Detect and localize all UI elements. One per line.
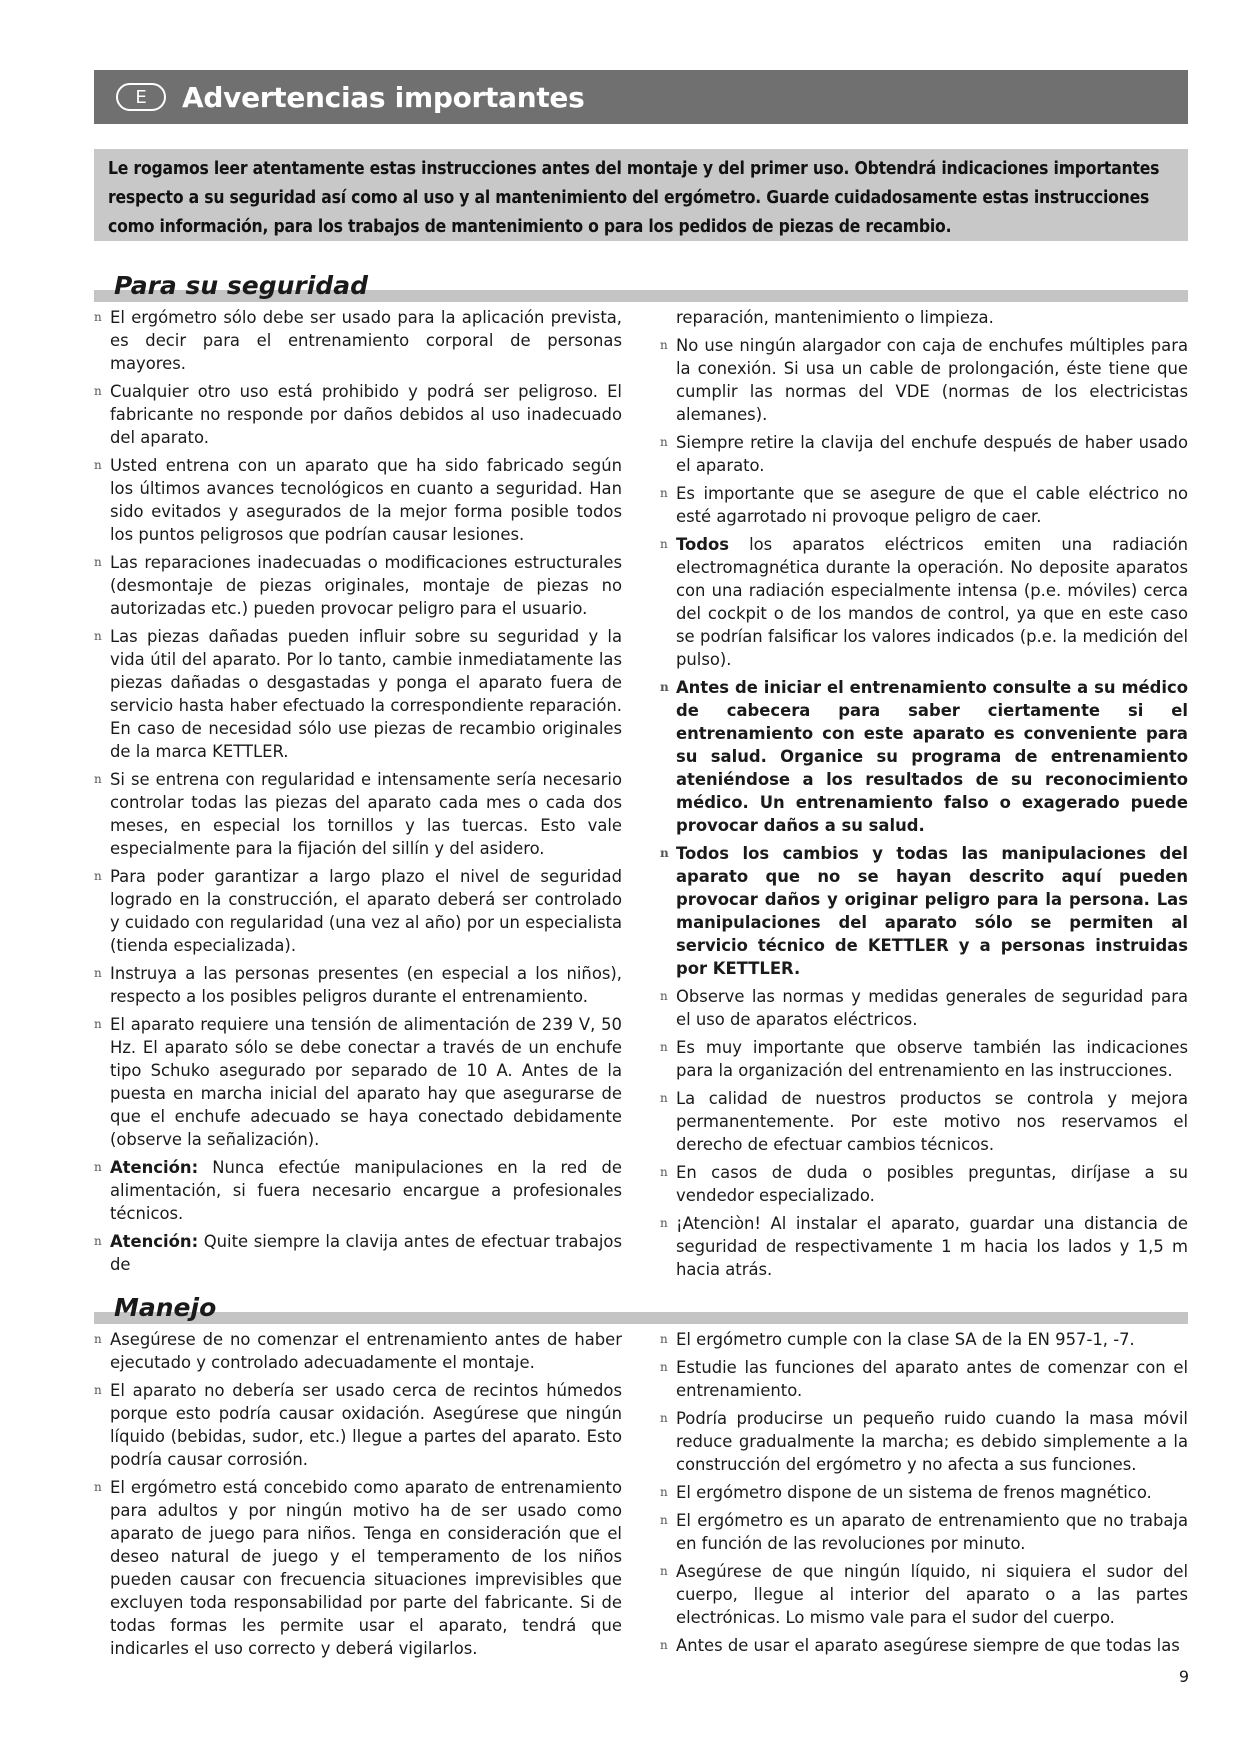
page-number: 9 (1178, 1667, 1189, 1686)
list-item (660, 533, 1188, 671)
list-item (94, 306, 622, 375)
section-heading-safety (94, 262, 1188, 302)
item-text: los aparatos eléctricos emiten una radiación electromagnética durante la operación. No deposite aparatos con una radiación especialmente intensa (p.e. móviles) cerca del cockpit o de los mandos de control, ya que en este caso se podrían falsificar los valores indicados (p.e. la medición del pulso). (676, 535, 1188, 669)
list-item (94, 1230, 622, 1276)
list-item (660, 1634, 1188, 1657)
list-item (94, 1013, 622, 1151)
safety-right-column (660, 306, 1188, 1286)
item-lead: Todos (676, 535, 730, 554)
list-item (660, 842, 1188, 980)
item-text: ¡Atenciòn! Al instalar el aparato, guardar una distancia de seguridad de respectivamente 1 m hacia los lados y 1,5 m hacia atrás. (676, 1214, 1188, 1279)
list-item (660, 482, 1188, 528)
list-item (660, 1407, 1188, 1476)
item-text: Las reparaciones inadecuadas o modificaciones estructurales (desmontaje de piezas originales, montaje de piezas no autorizadas etc.) pueden provocar peligro para el usuario. (110, 553, 622, 618)
item-text: El aparato no debería ser usado cerca de recintos húmedos porque esto podría causar oxidación. Asegúrese que ningún líquido (bebidas, sudor, etc.) llegue a partes del aparato. Esto podría causar corrosión. (110, 1381, 622, 1469)
item-text: Antes de usar el aparato asegúrese siempre de que todas las (676, 1636, 1180, 1655)
intro-box (94, 149, 1188, 241)
list-item (660, 985, 1188, 1031)
title-bar (94, 70, 1188, 124)
item-text: Si se entrena con regularidad e intensamente sería necesario controlar todas las piezas del aparato cada mes o cada dos meses, en especial los tornillos y las tuercas. Esto vale especialmente para la fijación del sillín y del asidero. (110, 770, 622, 858)
item-lead: Atención: (110, 1232, 199, 1251)
item-text: El ergómetro dispone de un sistema de frenos magnético. (676, 1483, 1152, 1502)
item-text: reparación, mantenimiento o limpieza. (676, 308, 994, 327)
item-text: Quite siempre la clavija antes de efectuar trabajos de (110, 1232, 622, 1274)
item-text: En casos de duda o posibles preguntas, diríjase a su vendedor especializado. (676, 1163, 1188, 1205)
item-text: No use ningún alargador con caja de enchufes múltiples para la conexión. Si usa un cable de prolongación, éste tiene que cumplir las normas del VDE (normas de los electricistas alemanes). (676, 336, 1188, 424)
item-text: Asegúrese de que ningún líquido, ni siquiera el sudor del cuerpo, llegue al interior del aparato o a las partes electrónicas. Lo mismo vale para el sudor del cuerpo. (676, 1562, 1188, 1627)
section-title: Manejo (114, 1293, 217, 1322)
item-text: Siempre retire la clavija del enchufe después de haber usado el aparato. (676, 433, 1188, 475)
section-heading-handling (94, 1284, 1188, 1324)
list-item (660, 1087, 1188, 1156)
item-text: Antes de iniciar el entrenamiento consulte a su médico de cabecera para saber ciertamente si el entrenamiento con este aparato es conveniente para su salud. Organice su programa de entrenamiento ateniéndose a los resultados de su reconocimiento médico. Un entrenamiento falso o exagerado puede provocar daños a su salud. (676, 678, 1188, 835)
item-text: Para poder garantizar a largo plazo el nivel de seguridad logrado en la construcción, el aparato deberá ser controlado y cuidado con regularidad (una vez al año) por un especialista (tienda especializada). (110, 867, 622, 955)
list-item (94, 1156, 622, 1225)
section-title: Para su seguridad (114, 271, 368, 300)
item-text: Las piezas dañadas pueden influir sobre su seguridad y la vida útil del aparato. Por lo tanto, cambie inmediatamente las piezas dañadas o desgastadas y ponga el aparato fuera de servicio hasta haber efectuado la correspondiente reparación. En caso de necesidad sólo use piezas de recambio originales de la marca KETTLER. (110, 627, 622, 761)
section-rule (94, 1312, 1188, 1324)
list-item (94, 962, 622, 1008)
list-item (660, 1036, 1188, 1082)
item-text: Estudie las funciones del aparato antes de comenzar con el entrenamiento. (676, 1358, 1188, 1400)
list-item (94, 454, 622, 546)
list-item (94, 768, 622, 860)
list-item (94, 1328, 622, 1374)
list-item (94, 551, 622, 620)
list-item (660, 1356, 1188, 1402)
item-text: Observe las normas y medidas generales de seguridad para el uso de aparatos eléctricos. (676, 987, 1188, 1029)
list-item (94, 1379, 622, 1471)
item-text: El ergómetro sólo debe ser usado para la aplicación prevista, es decir para el entrenamiento corporal de personas mayores. (110, 308, 622, 373)
list-item (660, 1560, 1188, 1629)
item-text: Todos los cambios y todas las manipulaciones del aparato que no se hayan descrito aquí pueden provocar daños y originar peligro para la persona. Las manipulaciones del aparato sólo se permiten al servicio técnico de KETTLER y a personas instruidas por KETTLER. (676, 844, 1188, 978)
language-badge: E (116, 83, 166, 111)
item-text: El ergómetro está concebido como aparato de entrenamiento para adultos y por ningún motivo ha de ser usado como aparato de juego para niños. Tenga en consideración que el deseo natural de juego y el temperamento de los niños pueden causar con frecuencia situaciones imprevisibles que excluyen toda responsabilidad por parte del fabricante. Si de todas formas les permite usar el aparato, tendrá que indicarles el uso correcto y deberá vigilarlos. (110, 1478, 622, 1658)
item-text: Nunca efectúe manipulaciones en la red de alimentación, si fuera necesario encargue a profesionales técnicos. (110, 1158, 622, 1223)
list-item (660, 1161, 1188, 1207)
list-item (660, 431, 1188, 477)
item-text: Instruya a las personas presentes (en especial a los niños), respecto a los posibles peligros durante el entrenamiento. (110, 964, 622, 1006)
item-text: El aparato requiere una tensión de alimentación de 239 V, 50 Hz. El aparato sólo se debe conectar a través de un enchufe tipo Schuko asegurado por separado de 10 A. Antes de la puesta en marcha inicial del aparato hay que asegurarse de que el enchufe adecuado se haya conectado debidamente (observe la señalización). (110, 1015, 622, 1149)
item-text: La calidad de nuestros productos se controla y mejora permanentemente. Por este motivo nos reservamos el derecho de efectuar cambios técnicos. (676, 1089, 1188, 1154)
item-text: Es muy importante que observe también las indicaciones para la organización del entrenamiento en las instrucciones. (676, 1038, 1188, 1080)
intro-text: Le rogamos leer atentamente estas instrucciones antes del montaje y del primer uso. Obtendrá indicaciones importantes respecto a su seguridad así como al uso y al mantenimiento del ergómetro. Guarde cuidadosamente estas instrucciones como información, para los trabajos de mantenimiento o para los pedidos de piezas de recambio. (108, 159, 1160, 237)
item-lead: Atención: (110, 1158, 199, 1177)
item-text: El ergómetro es un aparato de entrenamiento que no trabaja en función de las revoluciones por minuto. (676, 1511, 1188, 1553)
list-item (94, 625, 622, 763)
list-item (660, 1481, 1188, 1504)
list-item (94, 1476, 622, 1660)
item-text: Cualquier otro uso está prohibido y podrá ser peligroso. El fabricante no responde por daños debidos al uso inadecuado del aparato. (110, 382, 622, 447)
item-text: Usted entrena con un aparato que ha sido fabricado según los últimos avances tecnológicos en cuanto a seguridad. Han sido evitados y asegurados de la mejor forma posible todos los puntos peligrosos que podrían causar lesiones. (110, 456, 622, 544)
list-item (94, 865, 622, 957)
item-text: Es importante que se asegure de que el cable eléctrico no esté agarrotado ni provoque peligro de caer. (676, 484, 1188, 526)
list-item (660, 1509, 1188, 1555)
item-text: Podría producirse un pequeño ruido cuando la masa móvil reduce gradualmente la marcha; es debido simplemente a la construcción del ergómetro y no afecta a sus funciones. (676, 1409, 1188, 1474)
list-item (660, 1328, 1188, 1351)
safety-left-column (94, 306, 622, 1281)
item-text: El ergómetro cumple con la clase SA de la EN 957-1, -7. (676, 1330, 1135, 1349)
page-title: Advertencias importantes (182, 80, 585, 114)
list-item (660, 334, 1188, 426)
handling-left-column (94, 1328, 622, 1665)
list-item (94, 380, 622, 449)
handling-right-column (660, 1328, 1188, 1662)
list-item (660, 1212, 1188, 1281)
item-text: Asegúrese de no comenzar el entrenamiento antes de haber ejecutado y controlado adecuadamente el montaje. (110, 1330, 622, 1372)
list-item (660, 306, 1188, 329)
list-item (660, 676, 1188, 837)
